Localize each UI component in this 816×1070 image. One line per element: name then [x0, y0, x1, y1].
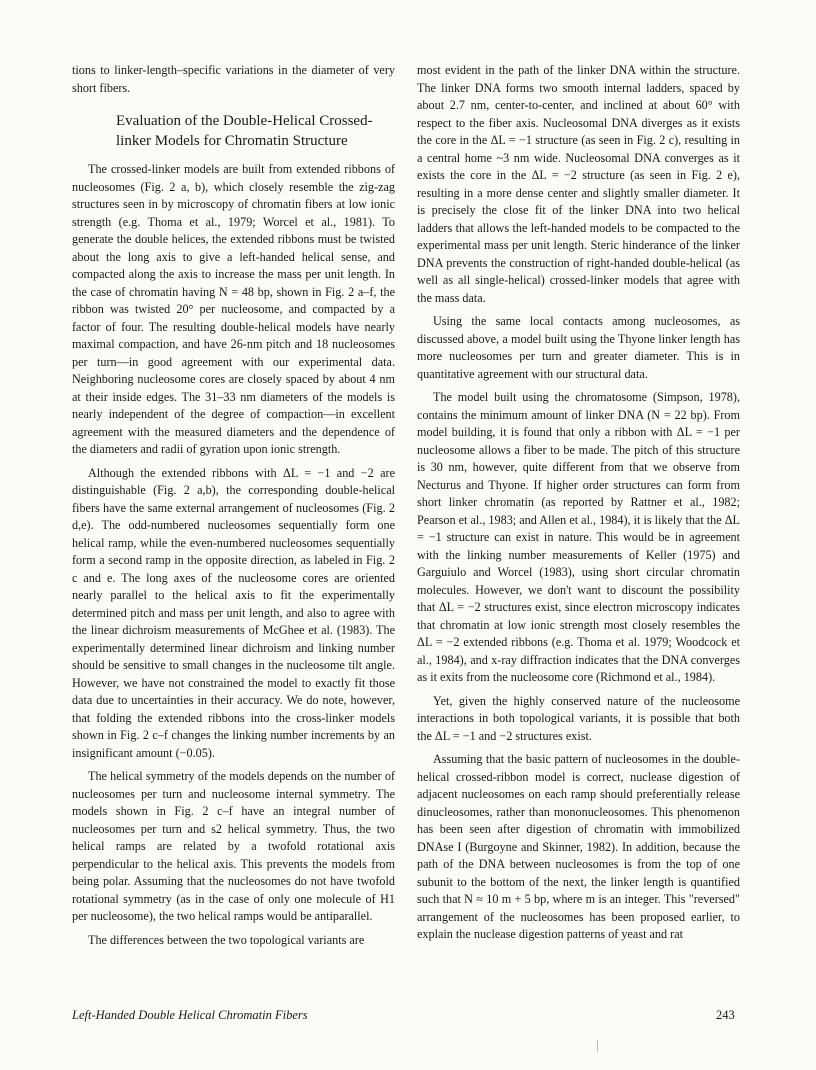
- page-number: 243: [716, 1008, 735, 1022]
- paragraph: most evident in the path of the linker DNA within the structure. The linker DNA forms two smooth internal ladders, spaced by about 2.7 nm, center-to-center, and inclined at about 60° with respect to the fiber axis. Nucleosomal DNA diverges as it exists the core in the ΔL = −1 structure (as seen in Fig. 2 c), resulting in a central home ~3 nm wide. Nucleosomal DNA converges as it exists the core in the ΔL = −2 structure (as seen in Fig. 2 e), resulting in a more dense center and slightly smaller diameter. It is precisely the close fit of the linker DNA into two helical ladders that allows the left-handed models to be compacted to the experimental mass per unit length. Steric hinderance of the linker DNA prevents the construction of right-handed double-helical (as well as all single-helical) crossed-linker models that agree with the mass data.: [417, 63, 740, 305]
- paragraph: The helical symmetry of the models depends on the number of nucleosomes per turn and nucleosome internal symmetry. The models shown in Fig. 2 c–f have an integral number of nucleosomes per turn and s2 helical symmetry. Thus, the two helical ramps are related by a twofold rotational axis perpendicular to the helical axis. This prevents the models from being polar. Assuming that the nucleosomes do not have twofold rotational symmetry (as in the case of only one molecule of H1 per nucleosome), the two helical ramps would be antiparallel.: [72, 769, 395, 923]
- paragraph: The model built using the chromatosome (Simpson, 1978), contains the minimum amount of linker DNA (N = 22 bp). From model building, it is found that only a ribbon with ΔL = −1 per nucleosome allows a fiber to be made. The pitch of this structure is 30 nm, however, quite different from that we observe from Necturus and Thyone. If higher order structures can form from short linker chromatin (as reported by Rattner et al., 1982; Pearson et al., 1983; and Allen et al., 1984), it is likely that the ΔL = −1 structure can exist in nature. This would be in agreement with the linking number measurements of Keller (1975) and Garguiulo and Worcel (1983), using short circular chromatin molecules. However, we don't want to discount the possibility that ΔL = −2 structures exist, since electron microscopy indicates that chromatin at low ionic strength most closely resembles the ΔL = −2 extended ribbons (e.g. Thoma et al. 1979; Woodcock et al., 1984), and x-ray diffraction indicates that the DNA converges as it exits from the nucleosome core (Richmond et al., 1984).: [417, 390, 740, 684]
- paragraph: Yet, given the highly conserved nature of the nucleosome interactions in both topological variants, it is possible that both the ΔL = −1 and −2 structures exist.: [417, 693, 740, 743]
- paragraph: Although the extended ribbons with ΔL = −1 and −2 are distinguishable (Fig. 2 a,b), the corresponding double-helical fibers have the same external arrangement of nucleosomes (Fig. 2 d,e). The odd-numbered nucleosomes sequentially form one helical ramp, while the even-numbered nucleosomes sequentially form a second ramp in the opposite direction, as labeled in Fig. 2 c and e. The long axes of the nucleosome cores are oriented nearly parallel to the helical axis to fit the experimentally determined pitch and mass per unit length, and also to agree with the linear dichroism measurements of McGhee et al. (1983). The experimentally determined linear dichroism and linking number should be sensitive to small changes in the nucleosome tilt angle. However, we have not constrained the model to exactly fit those data due to uncertainties in their accuracy. We do note, however, that folding the extended ribbons into the cross-linker models shown in Fig. 2 c–f changes the linking number increments by an insignificant amount (−0.05).: [72, 465, 395, 760]
- right-column: [417, 62, 740, 944]
- paragraph: Assuming that the basic pattern of nucleosomes in the double-helical crossed-ribbon model is correct, nuclease digestion of adjacent nucleosomes on each ramp should preferentially release dinucleosomes, rather than mononucleosomes. This phenomenon has been seen after digestion of chromatin with immobilized DNAse I (Burgoyne and Skinner, 1982). In addition, because the path of the DNA between nucleosomes is from the top of one subunit to the bottom of the next, the linker length is quantified such that N ≈ 10 m + 5 bp, where m is an integer. This "reversed" arrangement of the nucleosomes has been proposed earlier, to explain the nuclease digestion patterns of yeast and rat: [417, 752, 740, 941]
- scan-mark: [597, 1040, 598, 1052]
- paragraph: The crossed-linker models are built from extended ribbons of nucleosomes (Fig. 2 a, b), which closely resemble the zig-zag structures seen in by microscopy of chromatin fibers at low ionic strength (e.g. Thoma et al., 1979; Worcel et al., 1981). To generate the double helices, the extended ribbons must be twisted about the long axis to give a left-handed helical sense, and compacted along the axis to increase the mass per unit length. In the case of chromatin having N = 48 bp, shown in Fig. 2 a–f, the ribbon was twisted 20° per nucleosome, and compacted by a factor of four. The resulting double-helical models have nearly maximal compaction, and have 26-nm pitch and 18 nucleosomes per turn—in good agreement with our experimental data. Neighboring nucleosome cores are closely spaced by about 4 nm at their inside edges. The 31–33 nm diameters of the models is nearly independent of the degree of compaction—in excellent agreement with the measured diameters and the dependence of the diameters and radii of gyration upon ionic strength.: [72, 162, 395, 456]
- paragraph: Using the same local contacts among nucleosomes, as discussed above, a model built using the Thyone linker length has more nucleosomes per turn and greater diameter. This is in quantitative agreement with our structural data.: [417, 314, 740, 381]
- running-title: Left-Handed Double Helical Chromatin Fibers: [72, 1008, 308, 1022]
- paragraph: tions to linker-length–specific variations in the diameter of very short fibers.: [72, 63, 395, 95]
- left-column: [72, 62, 395, 949]
- section-heading: Evaluation of the Double-Helical Crossed-linker Models for Chromatin Structure: [116, 113, 373, 149]
- paragraph: The differences between the two topological variants are: [88, 932, 365, 947]
